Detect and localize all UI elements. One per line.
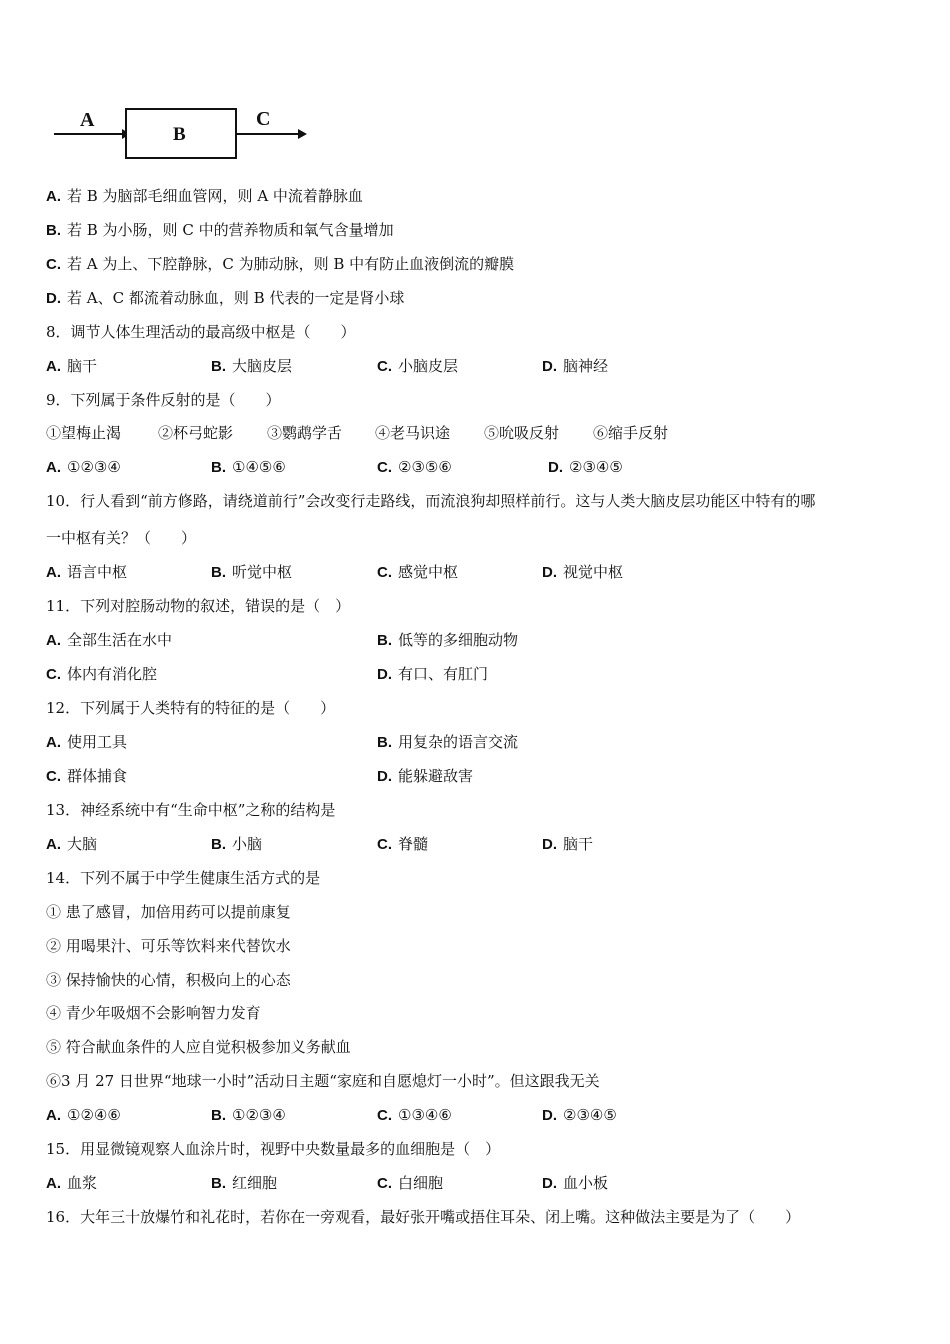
q9-option-b: B. ①④⑤⑥ [211,458,286,476]
q12-option-a: A. 使用工具 [46,733,128,751]
q10-stem-line2: 一中枢有关？（ ） [46,529,197,547]
q14-stem: 14．下列不属于中学生健康生活方式的是 [46,869,321,887]
q11-stem: 11．下列对腔肠动物的叙述，错误的是（ ） [46,597,351,615]
q12-stem: 12．下列属于人类特有的特征的是（ ） [46,699,336,717]
q10-option-c: C. 感觉中枢 [377,563,459,581]
q11-option-c: C. 体内有消化腔 [46,665,158,683]
q10-stem-line1: 10．行人看到“前方修路，请绕道前行”会改变行走路线，而流浪狗却照样前行。这与人类大脑皮层功能区中特有的哪 [46,492,816,510]
q8-stem: 8．调节人体生理活动的最高级中枢是（ ） [46,323,356,341]
q9-option-c: C. ②③⑤⑥ [377,458,452,476]
q14-option-d: D. ②③④⑤ [542,1106,617,1124]
q11-option-a: A. 全部生活在水中 [46,631,173,649]
q14-option-a: A. ①②④⑥ [46,1106,121,1124]
q13-option-b: B. 小脑 [211,835,263,853]
q15-option-d: D. 血小板 [542,1174,609,1192]
diagram-label-c: C [256,108,271,130]
q14-item-5: ⑤ 符合献血条件的人应自觉积极参加义务献血 [46,1038,351,1056]
q9-stem: 9．下列属于条件反射的是（ ） [46,391,281,409]
q7-option-c: C. 若 A 为上、下腔静脉，C 为肺动脉，则 B 中有防止血液倒流的瓣膜 [46,255,515,273]
q13-option-d: D. 脑干 [542,835,594,853]
q11-option-b: B. 低等的多细胞动物 [377,631,519,649]
q12-option-c: C. 群体捕食 [46,767,128,785]
q14-item-6: ⑥3 月 27 日世界“地球一小时”活动日主题“家庭和自愿熄灯一小时”。但这跟我无关 [46,1072,600,1090]
q16-stem: 16．大年三十放爆竹和礼花时，若你在一旁观看，最好张开嘴或捂住耳朵、闭上嘴。这种做法主要是为了（ ） [46,1208,801,1226]
q12-option-d: D. 能躲避敌害 [377,767,474,785]
q15-option-c: C. 白细胞 [377,1174,444,1192]
q14-item-3: ③ 保持愉快的心情，积极向上的心态 [46,971,291,989]
q13-option-a: A. 大脑 [46,835,98,853]
q14-item-2: ② 用喝果汁、可乐等饮料来代替饮水 [46,937,291,955]
q8-option-a: A. 脑干 [46,357,98,375]
q8-option-b: B. 大脑皮层 [211,357,293,375]
q14-item-1: ① 患了感冒，加倍用药可以提前康复 [46,903,291,921]
diagram-label-b: B [173,124,186,145]
q13-option-c: C. 脊髓 [377,835,429,853]
q15-stem: 15．用显微镜观察人血涂片时，视野中央数量最多的血细胞是（ ） [46,1140,501,1158]
q11-option-d: D. 有口、有肛门 [377,665,489,683]
q10-option-b: B. 听觉中枢 [211,563,293,581]
q7-option-a: A. 若 B 为脑部毛细血管网，则 A 中流着静脉血 [46,187,363,205]
q15-option-a: A. 血浆 [46,1174,98,1192]
q9-item-2: ②杯弓蛇影 [158,424,234,442]
q14-option-b: B. ①②③④ [211,1106,286,1124]
q13-stem: 13．神经系统中有“生命中枢”之称的结构是 [46,801,336,819]
q10-option-d: D. 视觉中枢 [542,563,624,581]
q14-item-4: ④ 青少年吸烟不会影响智力发育 [46,1004,261,1022]
q10-option-a: A. 语言中枢 [46,563,128,581]
diagram-label-a: A [80,109,95,131]
q14-option-c: C. ①③④⑥ [377,1106,452,1124]
flow-diagram [50,100,320,170]
q9-item-1: ①望梅止渴 [46,424,122,442]
q7-option-d: D. 若 A、C 都流着动脉血，则 B 代表的一定是肾小球 [46,289,405,307]
q7-option-b: B. 若 B 为小肠，则 C 中的营养物质和氧气含量增加 [46,221,394,239]
q12-option-b: B. 用复杂的语言交流 [377,733,519,751]
q15-option-b: B. 红细胞 [211,1174,278,1192]
arrow-c-head [298,129,307,139]
q9-item-4: ④老马识途 [375,424,451,442]
q9-option-a: A. ①②③④ [46,458,121,476]
q9-option-d: D. ②③④⑤ [548,458,623,476]
q8-option-d: D. 脑神经 [542,357,609,375]
q8-option-c: C. 小脑皮层 [377,357,459,375]
q9-item-3: ③鹦鹉学舌 [267,424,343,442]
q9-item-5: ⑤吮吸反射 [484,424,560,442]
q9-item-6: ⑥缩手反射 [593,424,669,442]
